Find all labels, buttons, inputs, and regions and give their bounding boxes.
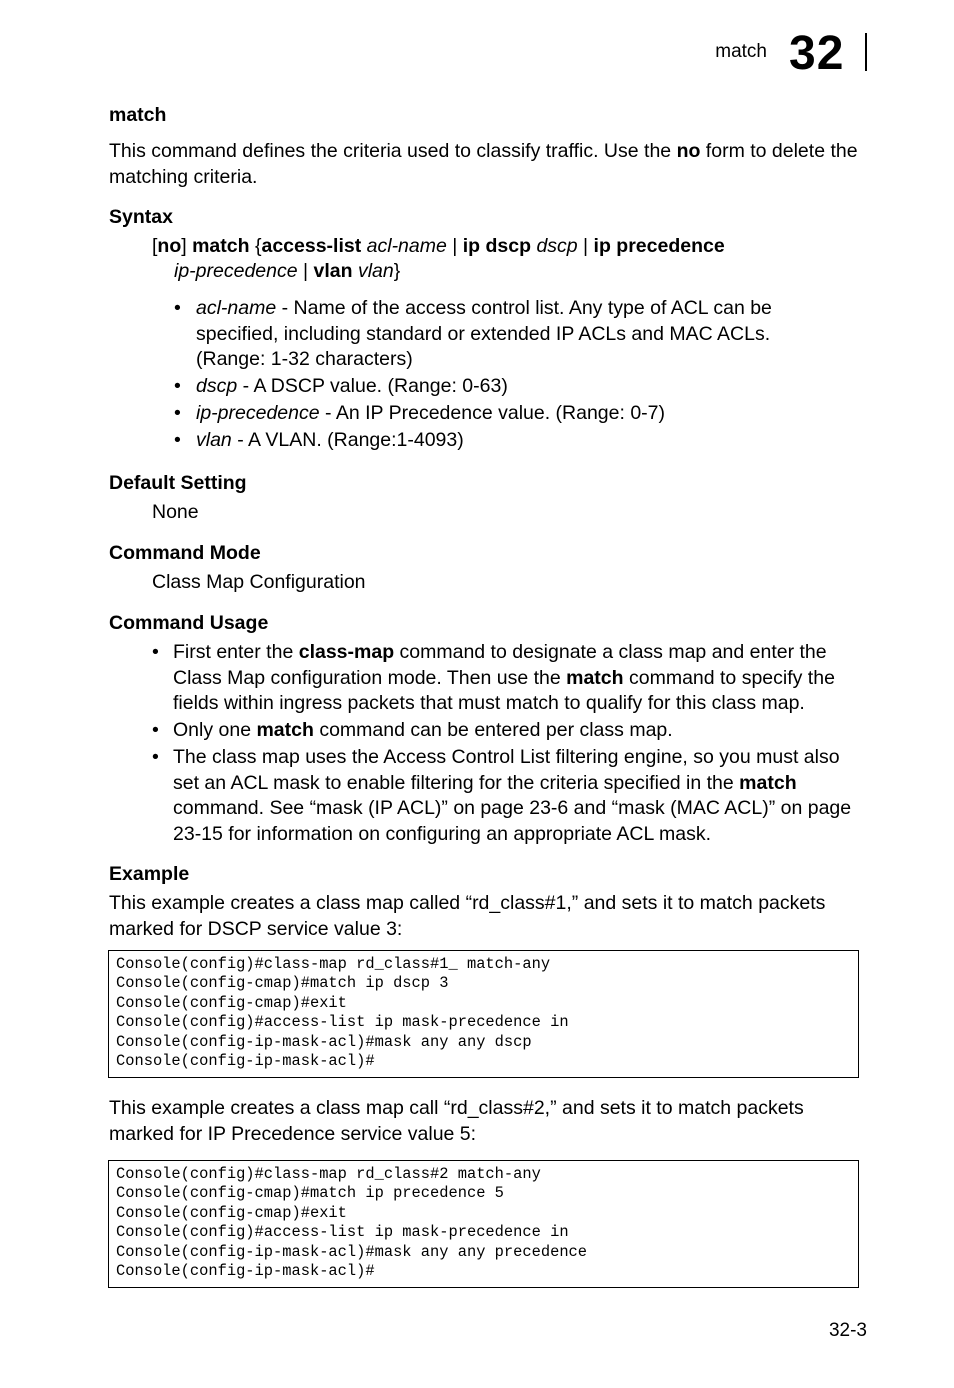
syntax-line-1: [no] match {access-list acl-name | ip dscp dscp | ip precedence — [152, 235, 725, 257]
code-line: Console(config-ip-mask-acl)# — [116, 1262, 375, 1281]
chapter-number: 32 — [789, 27, 845, 80]
code-block-2 — [108, 1160, 859, 1288]
code-line: Console(config-ip-mask-acl)#mask any any precedence — [116, 1242, 588, 1261]
code-line: Console(config)#class-map rd_class#2 match-any — [116, 1165, 541, 1183]
syntax-parameter-list — [174, 296, 834, 455]
command-title: match — [109, 104, 167, 126]
default-setting-value: None — [152, 501, 199, 523]
code-line: Console(config-cmap)#exit — [116, 1203, 347, 1222]
command-mode-heading: Command Mode — [109, 542, 261, 564]
code-line: Console(config-cmap)#exit — [116, 993, 347, 1012]
running-header-title: match — [715, 41, 767, 62]
usage-item: • The class map uses the Access Control List filtering engine, so you must also set an ACL mask to enable filtering for the criteria specified in the match command. See “mask (IP ACL)” on page 23-6 and “mask (MAC ACL)” on page 23-15 for information on configuring an appropriate ACL mask. — [152, 745, 868, 847]
command-usage-list — [152, 640, 868, 849]
usage-item: • First enter the class-map command to designate a class map and enter the Class Map configuration mode. Then use the match command to specify the fields within ingress packets that must match to qualify for this class map. — [152, 640, 868, 717]
code-line: Console(config)#class-map rd_class#1_ match-any — [116, 955, 551, 973]
code-block-1 — [108, 950, 859, 1078]
code-line: Console(config-ip-mask-acl)# — [116, 1052, 375, 1071]
command-usage-heading: Command Usage — [109, 612, 269, 634]
code-line: Console(config-cmap)#match ip precedence 5 — [116, 1184, 504, 1203]
code-line: Console(config)#access-list ip mask-precedence in — [116, 1223, 569, 1242]
syntax-parameter: • acl-name - Name of the access control list. Any type of ACL can be specified, including standard or extended IP ACLs and MAC ACLs. (Range: 1-32 characters) — [174, 296, 834, 373]
command-mode-value: Class Map Configuration — [152, 571, 366, 593]
code-line: Console(config)#access-list ip mask-precedence in — [116, 1013, 569, 1032]
example-intro-2: This example creates a class map call “rd_class#2,” and sets it to match packets marked for IP Precedence service value 5: — [109, 1097, 804, 1145]
syntax-parameter: • ip-precedence - An IP Precedence value. (Range: 0-7) — [174, 401, 834, 427]
syntax-parameter: • dscp - A DSCP value. (Range: 0-63) — [174, 374, 834, 400]
syntax-parameter: • vlan - A VLAN. (Range:1-4093) — [174, 428, 834, 454]
example-heading: Example — [109, 863, 190, 885]
example-intro-1: This example creates a class map called “rd_class#1,” and sets it to match packets marked for DSCP service value 3: — [109, 892, 826, 940]
chapter-divider — [865, 33, 867, 71]
command-description: This command defines the criteria used to classify traffic. Use the no form to delete the matching criteria. — [109, 140, 858, 188]
usage-item: • Only one match command can be entered per class map. — [152, 718, 868, 744]
syntax-line-2: ip-precedence | vlan vlan} — [174, 260, 401, 282]
page-number: 32-3 — [828, 1320, 867, 1341]
code-line: Console(config-ip-mask-acl)#mask any any dscp — [116, 1032, 532, 1051]
default-setting-heading: Default Setting — [109, 472, 247, 494]
syntax-heading: Syntax — [109, 206, 173, 228]
code-line: Console(config-cmap)#match ip dscp 3 — [116, 974, 449, 993]
